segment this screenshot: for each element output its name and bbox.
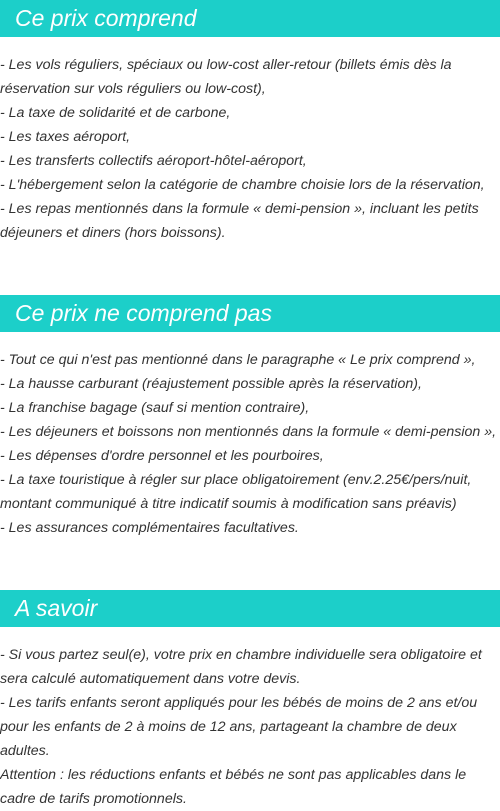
section-good-to-know <box>0 590 500 811</box>
section-price-includes <box>0 0 500 245</box>
section-body <box>0 53 500 245</box>
list-item: - Les transferts collectifs aéroport-hôtel-aéroport, <box>0 153 307 169</box>
list-item: Attention : les réductions enfants et bébés ne sont pas applicables dans le cadre de tarifs promotionnels. <box>0 767 467 807</box>
section-body <box>0 643 500 811</box>
list-item: - La taxe de solidarité et de carbone, <box>0 105 231 121</box>
list-item: - La franchise bagage (sauf si mention contraire), <box>0 400 310 416</box>
list-item: - Tout ce qui n'est pas mentionné dans le paragraphe « Le prix comprend », <box>0 352 476 368</box>
section-title: A savoir <box>0 590 500 627</box>
list-item: - Les assurances complémentaires facultatives. <box>0 520 299 536</box>
list-item: - Les déjeuners et boissons non mentionnés dans la formule « demi-pension », <box>0 424 497 440</box>
list-item: - Les vols réguliers, spéciaux ou low-cost aller-retour (billets émis dès la réservation sur vols réguliers ou low-cost), <box>0 57 452 97</box>
list-item: - Les repas mentionnés dans la formule « demi-pension », incluant les petits déjeuners et diners (hors boissons). <box>0 201 479 241</box>
list-item: - Les dépenses d'ordre personnel et les pourboires, <box>0 448 324 464</box>
list-item: - La hausse carburant (réajustement possible après la réservation), <box>0 376 422 392</box>
list-item: - Les taxes aéroport, <box>0 129 131 145</box>
section-title: Ce prix comprend <box>0 0 500 37</box>
list-item: - L'hébergement selon la catégorie de chambre choisie lors de la réservation, <box>0 177 485 193</box>
section-price-excludes <box>0 295 500 540</box>
list-item: - Si vous partez seul(e), votre prix en chambre individuelle sera obligatoire et sera calculé automatiquement dans votre devis. <box>0 647 482 687</box>
section-body <box>0 348 500 540</box>
list-item: - La taxe touristique à régler sur place obligatoirement (env.2.25€/pers/nuit, montant communiqué à titre indicatif soumis à modification sans préavis) <box>0 472 472 512</box>
list-item: - Les tarifs enfants seront appliqués pour les bébés de moins de 2 ans et/ou pour les enfants de 2 à moins de 12 ans, partageant la chambre de deux adultes. <box>0 695 478 759</box>
section-title: Ce prix ne comprend pas <box>0 295 500 332</box>
